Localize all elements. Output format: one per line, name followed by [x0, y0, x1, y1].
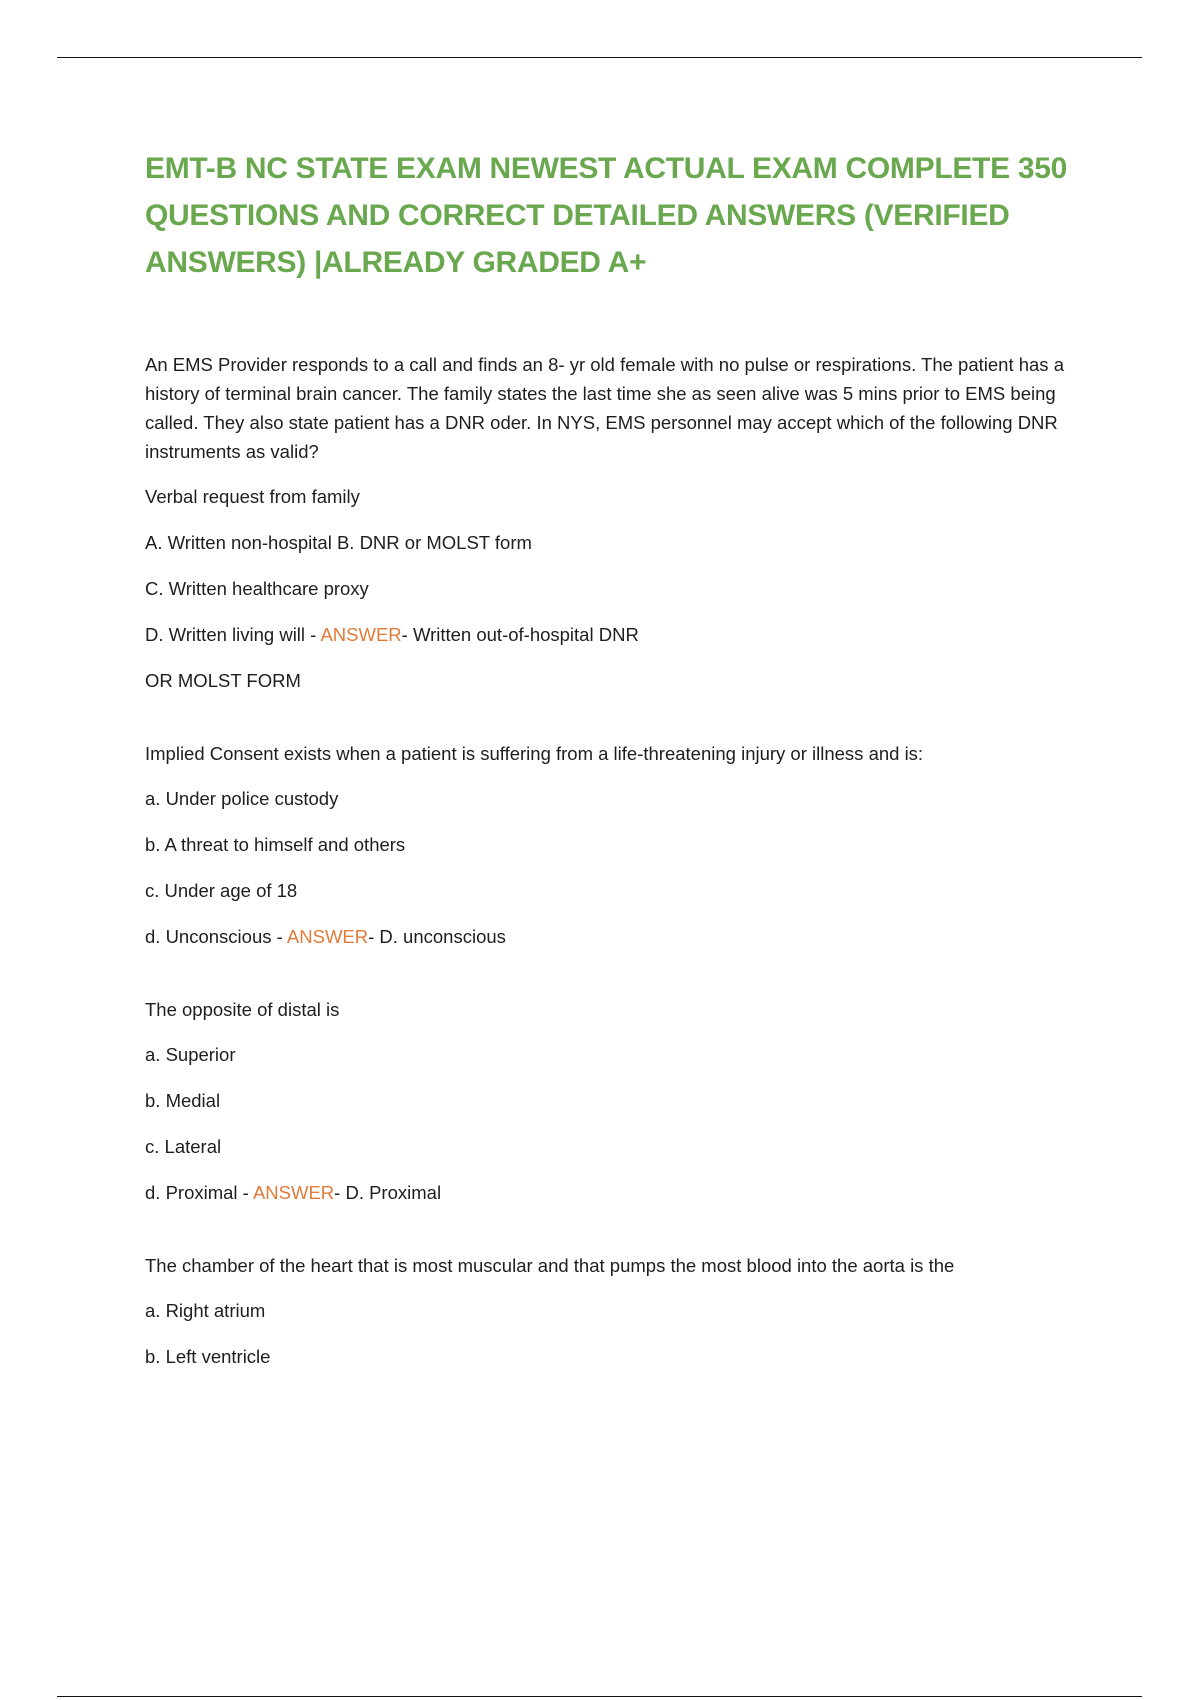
question-stem: The opposite of distal is: [145, 999, 340, 1020]
option-line: c. Under age of 18: [145, 880, 298, 901]
option-line: C. Written healthcare proxy: [145, 578, 369, 599]
option-line: a. Under police custody: [145, 788, 339, 809]
top-rule: [57, 57, 1142, 58]
option-line: b. Medial: [145, 1090, 221, 1111]
answer-text: - D. Proximal: [334, 1182, 442, 1203]
question-stem: Implied Consent exists when a patient is suffering from a life-threatening injury or illness and is:: [145, 743, 924, 764]
option-line: a. Right atrium: [145, 1300, 266, 1321]
answer-tag: ANSWER: [286, 926, 369, 947]
option-line: A. Written non-hospital B. DNR or MOLST form: [145, 532, 532, 553]
bottom-rule: [57, 1696, 1142, 1697]
answer-prefix: D. Written living will -: [145, 624, 321, 645]
answer-line: [145, 1178, 1065, 1207]
answer-continuation: OR MOLST FORM: [145, 670, 301, 691]
question-stem: The chamber of the heart that is most muscular and that pumps the most blood into the aorta is the: [145, 1255, 955, 1276]
question-list: [145, 350, 1065, 1371]
answer-line: [145, 922, 1065, 951]
question-2: [145, 739, 1065, 951]
question-1: [145, 350, 1065, 695]
question-3: [145, 995, 1065, 1207]
option-line: b. A threat to himself and others: [145, 834, 406, 855]
option-line: c. Lateral: [145, 1136, 222, 1157]
answer-prefix: d. Proximal -: [145, 1182, 253, 1203]
answer-text: - Written out-of-hospital DNR: [401, 624, 639, 645]
option-line: Verbal request from family: [145, 486, 360, 507]
answer-tag: ANSWER: [320, 624, 402, 645]
question-4: [145, 1251, 1065, 1371]
question-stem: An EMS Provider responds to a call and finds an 8- yr old female with no pulse or respirations. The patient has a history of terminal brain cancer. The family states the last time she as seen alive was 5 mins prior to EMS being called. They also state patient has a DNR oder. In NYS, EMS personnel may accept which of the following DNR instruments as valid?: [145, 354, 1064, 462]
answer-line: [145, 620, 1065, 649]
answer-text: - D. unconscious: [368, 926, 506, 947]
answer-tag: ANSWER: [252, 1182, 335, 1203]
answer-prefix: d. Unconscious -: [145, 926, 287, 947]
option-line: a. Superior: [145, 1044, 236, 1065]
document-title: EMT-B NC STATE EXAM NEWEST ACTUAL EXAM COMPLETE 350 QUESTIONS AND CORRECT DETAILED ANSWERS (VERIFIED ANSWERS) |ALREADY GRADED A+: [145, 152, 1067, 279]
option-line: b. Left ventricle: [145, 1346, 271, 1367]
